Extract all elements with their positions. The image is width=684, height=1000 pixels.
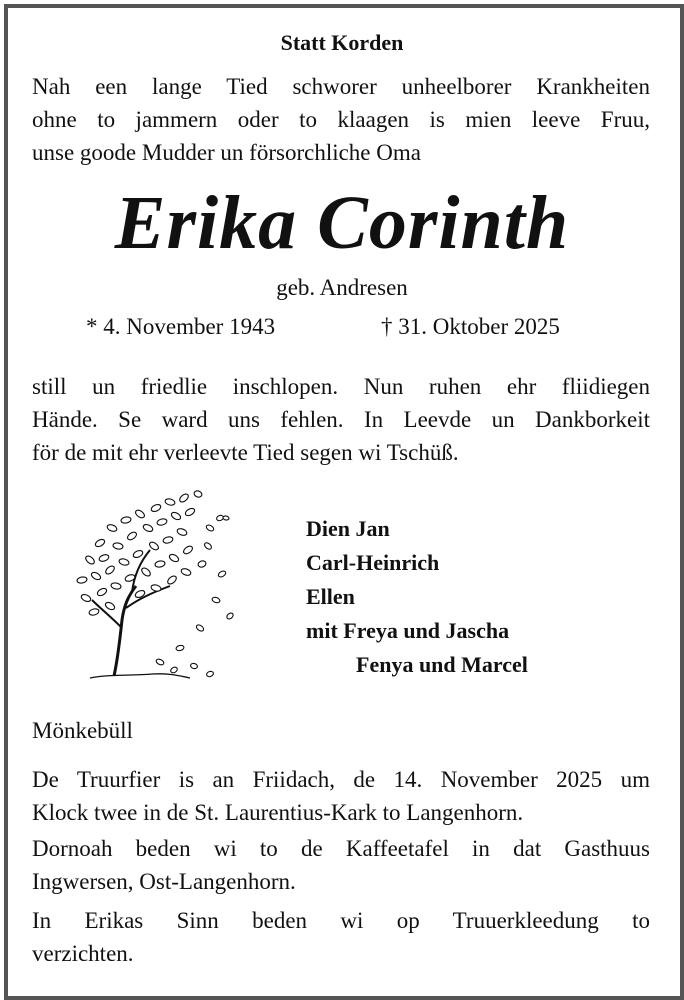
family-member: Carl-Heinrich [306, 550, 440, 575]
intro-paragraph [32, 70, 650, 169]
birth-date: * 4. November 1943 [86, 314, 276, 339]
windswept-tree-icon [70, 488, 240, 683]
intro-line: Nah een lange Tied schworer unheelborer Krankheiten [32, 74, 650, 99]
closing-line: Hände. Se ward uns fehlen. In Leevde un Dankborkeit [32, 407, 650, 432]
intro-line: ohne to jammern oder to klaagen is mien leeve Fruu, [32, 107, 650, 132]
death-date: † 31. Oktober 2025 [381, 314, 560, 339]
family-member: mit Freya und Jascha [306, 618, 510, 643]
closing-line: still un friedlie inschlopen. Nun ruhen ehr fliidiegen [32, 374, 650, 399]
notice-heading: Statt Korden [280, 30, 404, 55]
funeral-line: De Truurfier is an Friidach, de 14. November 2025 um [32, 767, 650, 792]
maiden-name: geb. Andresen [276, 275, 408, 300]
closing-line: för de mit ehr verleevte Tied segen wi Tschüß. [32, 440, 459, 465]
mourning-paragraph [32, 904, 650, 970]
funeral-paragraph [32, 763, 650, 829]
intro-line: unse goode Mudder un försorchliche Oma [32, 140, 421, 165]
place-name: Mönkebüll [32, 718, 133, 743]
family-signatures [306, 512, 528, 682]
coffee-paragraph [32, 832, 650, 898]
family-member: Dien Jan [306, 516, 390, 541]
family-member: Fenya und Marcel [356, 652, 528, 677]
family-member: Ellen [306, 584, 355, 609]
coffee-line: Ingwersen, Ost-Langenhorn. [32, 869, 296, 894]
deceased-name: Erika Corinth [114, 181, 570, 265]
mourning-line: In Erikas Sinn beden wi op Truuerkleedung to [32, 908, 650, 933]
mourning-line: verzichten. [32, 941, 134, 966]
coffee-line: Dornoah beden wi to de Kaffeetafel in dat Gasthuus [32, 836, 650, 861]
funeral-line: Klock twee in de St. Laurentius-Kark to Langenhorn. [32, 800, 524, 825]
closing-paragraph [32, 370, 650, 469]
